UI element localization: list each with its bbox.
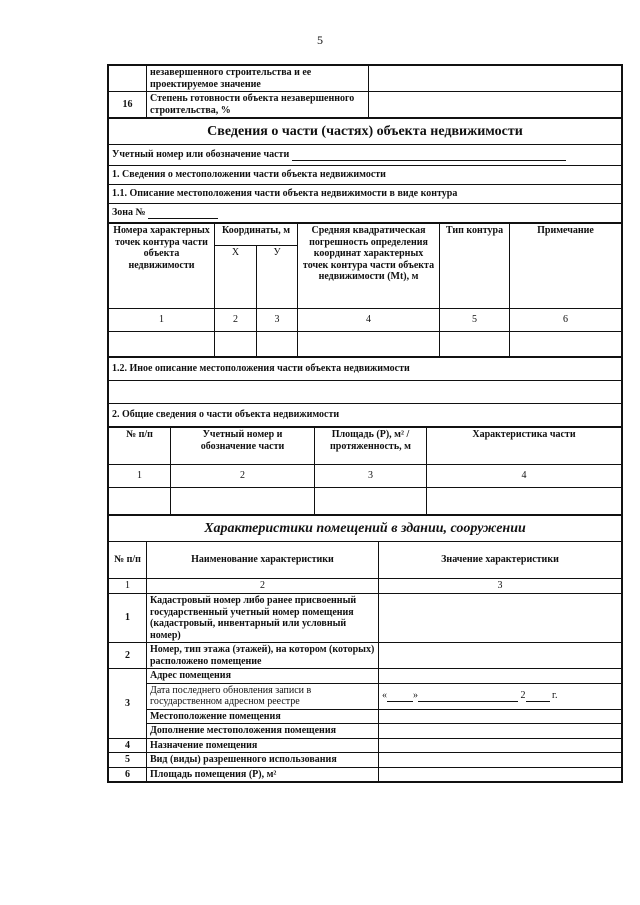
header-x: X [215,245,257,308]
row-label: Степень готовности объекта незавершенного строительства, % [147,92,369,118]
part-section-table [108,118,622,223]
header-num: № п/п [109,542,147,579]
column-number: 3 [315,465,427,488]
row-label: Дата последнего обновления записи в государственном адресном реестре [147,683,379,709]
row-number: 2 [109,643,147,669]
row-number: 3 [109,669,147,739]
table-row [109,753,622,768]
column-number: 3 [257,309,298,332]
empty-cell[interactable] [109,332,215,357]
table-row [109,724,622,739]
row-value[interactable] [379,753,622,768]
header-type: Тип контура [440,224,510,309]
subsection-title: 1.1. Описание местоположения части объекта недвижимости в виде контура [109,185,622,204]
column-number: 1 [109,579,147,594]
section-title: Сведения о части (частях) объекта недвижимости [109,119,622,145]
row-number: 6 [109,767,147,782]
header-name: Наименование характеристики [147,542,379,579]
header-coords: Координаты, м [215,224,298,246]
contour-table [108,223,622,357]
row-value[interactable] [369,92,622,118]
column-number: 4 [298,309,440,332]
year-prefix: 2 [520,690,526,702]
row-label: Вид (виды) разрешенного использования [147,753,379,768]
table-row [109,594,622,643]
year-input-line[interactable] [526,692,550,702]
empty-cell[interactable] [215,332,257,357]
row-label: незавершенного строительства и ее проектируемое значение [147,66,369,92]
empty-cell[interactable] [510,332,622,357]
empty-cell[interactable] [109,488,171,515]
row-label: Местоположение помещения [147,709,379,724]
row-value[interactable] [379,709,622,724]
zone-input-line[interactable] [148,208,218,219]
date-close-quote: » [413,690,418,702]
table-row [109,309,622,332]
row-label: Кадастровый номер либо ранее присвоенный государственный учетный номер помещения (кадастровый, инвентарный или условный номер) [147,594,379,643]
column-number: 2 [147,579,379,594]
column-number: 1 [109,465,171,488]
table-row [109,683,622,709]
header-error: Средняя квадратическая погрешность определения координат характерных точек контура части объекта недвижимости (Mt), м [298,224,440,309]
row-value[interactable] [369,66,622,92]
header-num: № п/п [109,428,171,465]
column-number: 6 [510,309,622,332]
row-value[interactable] [379,724,622,739]
row-value[interactable] [379,594,622,643]
row-value[interactable] [379,669,622,684]
zone-row [109,204,622,223]
zone-label: Зона № [112,207,146,219]
date-field[interactable] [379,683,622,709]
account-label: Учетный номер или обозначение части [112,149,290,161]
section-title: Характеристики помещений в здании, сооружении [109,516,622,542]
row-number: 5 [109,753,147,768]
empty-cell[interactable] [427,488,622,515]
empty-cell[interactable] [440,332,510,357]
month-input-line[interactable] [418,692,518,702]
column-number: 3 [379,579,622,594]
row-number: 1 [109,594,147,643]
empty-cell[interactable] [298,332,440,357]
date-open-quote: « [382,690,387,702]
row-label: Адрес помещения [147,669,379,684]
table-row [109,465,622,488]
empty-cell[interactable] [171,488,315,515]
row-label: Номер, тип этажа (этажей), на котором (которых) расположено помещение [147,643,379,669]
column-number: 2 [215,309,257,332]
header-note: Примечание [510,224,622,309]
table-row [109,709,622,724]
table-row [109,669,622,684]
column-number: 5 [440,309,510,332]
row-value[interactable] [379,767,622,782]
account-input-line[interactable] [292,150,566,161]
column-number: 2 [171,465,315,488]
header-area: Площадь (Р), м² / протяженность, м [315,428,427,465]
table-row [109,767,622,782]
row-label: Дополнение местоположения помещения [147,724,379,739]
row-value[interactable] [379,738,622,753]
other-description-field[interactable] [109,381,622,404]
other-description-table [108,357,622,427]
subsection-title: 2. Общие сведения о части объекта недвижимости [109,404,622,427]
column-number: 1 [109,309,215,332]
header-points: Номера характерных точек контура части объекта недвижимости [109,224,215,309]
premises-table [108,515,622,782]
header-characteristic: Характеристика части [427,428,622,465]
top-rows-table [108,65,622,118]
row-label: Площадь помещения (Р), м² [147,767,379,782]
empty-cell[interactable] [315,488,427,515]
row-value[interactable] [379,643,622,669]
row-number [109,66,147,92]
account-number-row [109,145,622,166]
subsection-title: 1. Сведения о местоположении части объекта недвижимости [109,166,622,185]
header-y: У [257,245,298,308]
table-row [109,488,622,515]
empty-cell[interactable] [257,332,298,357]
row-number: 4 [109,738,147,753]
row-number: 16 [109,92,147,118]
subsection-title: 1.2. Иное описание местоположения части объекта недвижимости [109,358,622,381]
table-row [109,332,622,357]
header-value: Значение характеристики [379,542,622,579]
day-input-line[interactable] [387,692,413,702]
general-info-table [108,427,622,515]
table-row [109,92,622,118]
table-row [109,66,622,92]
table-row [109,738,622,753]
year-suffix: г. [552,690,558,702]
page-number: 5 [317,33,323,47]
form-frame [107,64,623,783]
header-account: Учетный номер и обозначение части [171,428,315,465]
column-number: 4 [427,465,622,488]
row-label: Назначение помещения [147,738,379,753]
table-row [109,643,622,669]
